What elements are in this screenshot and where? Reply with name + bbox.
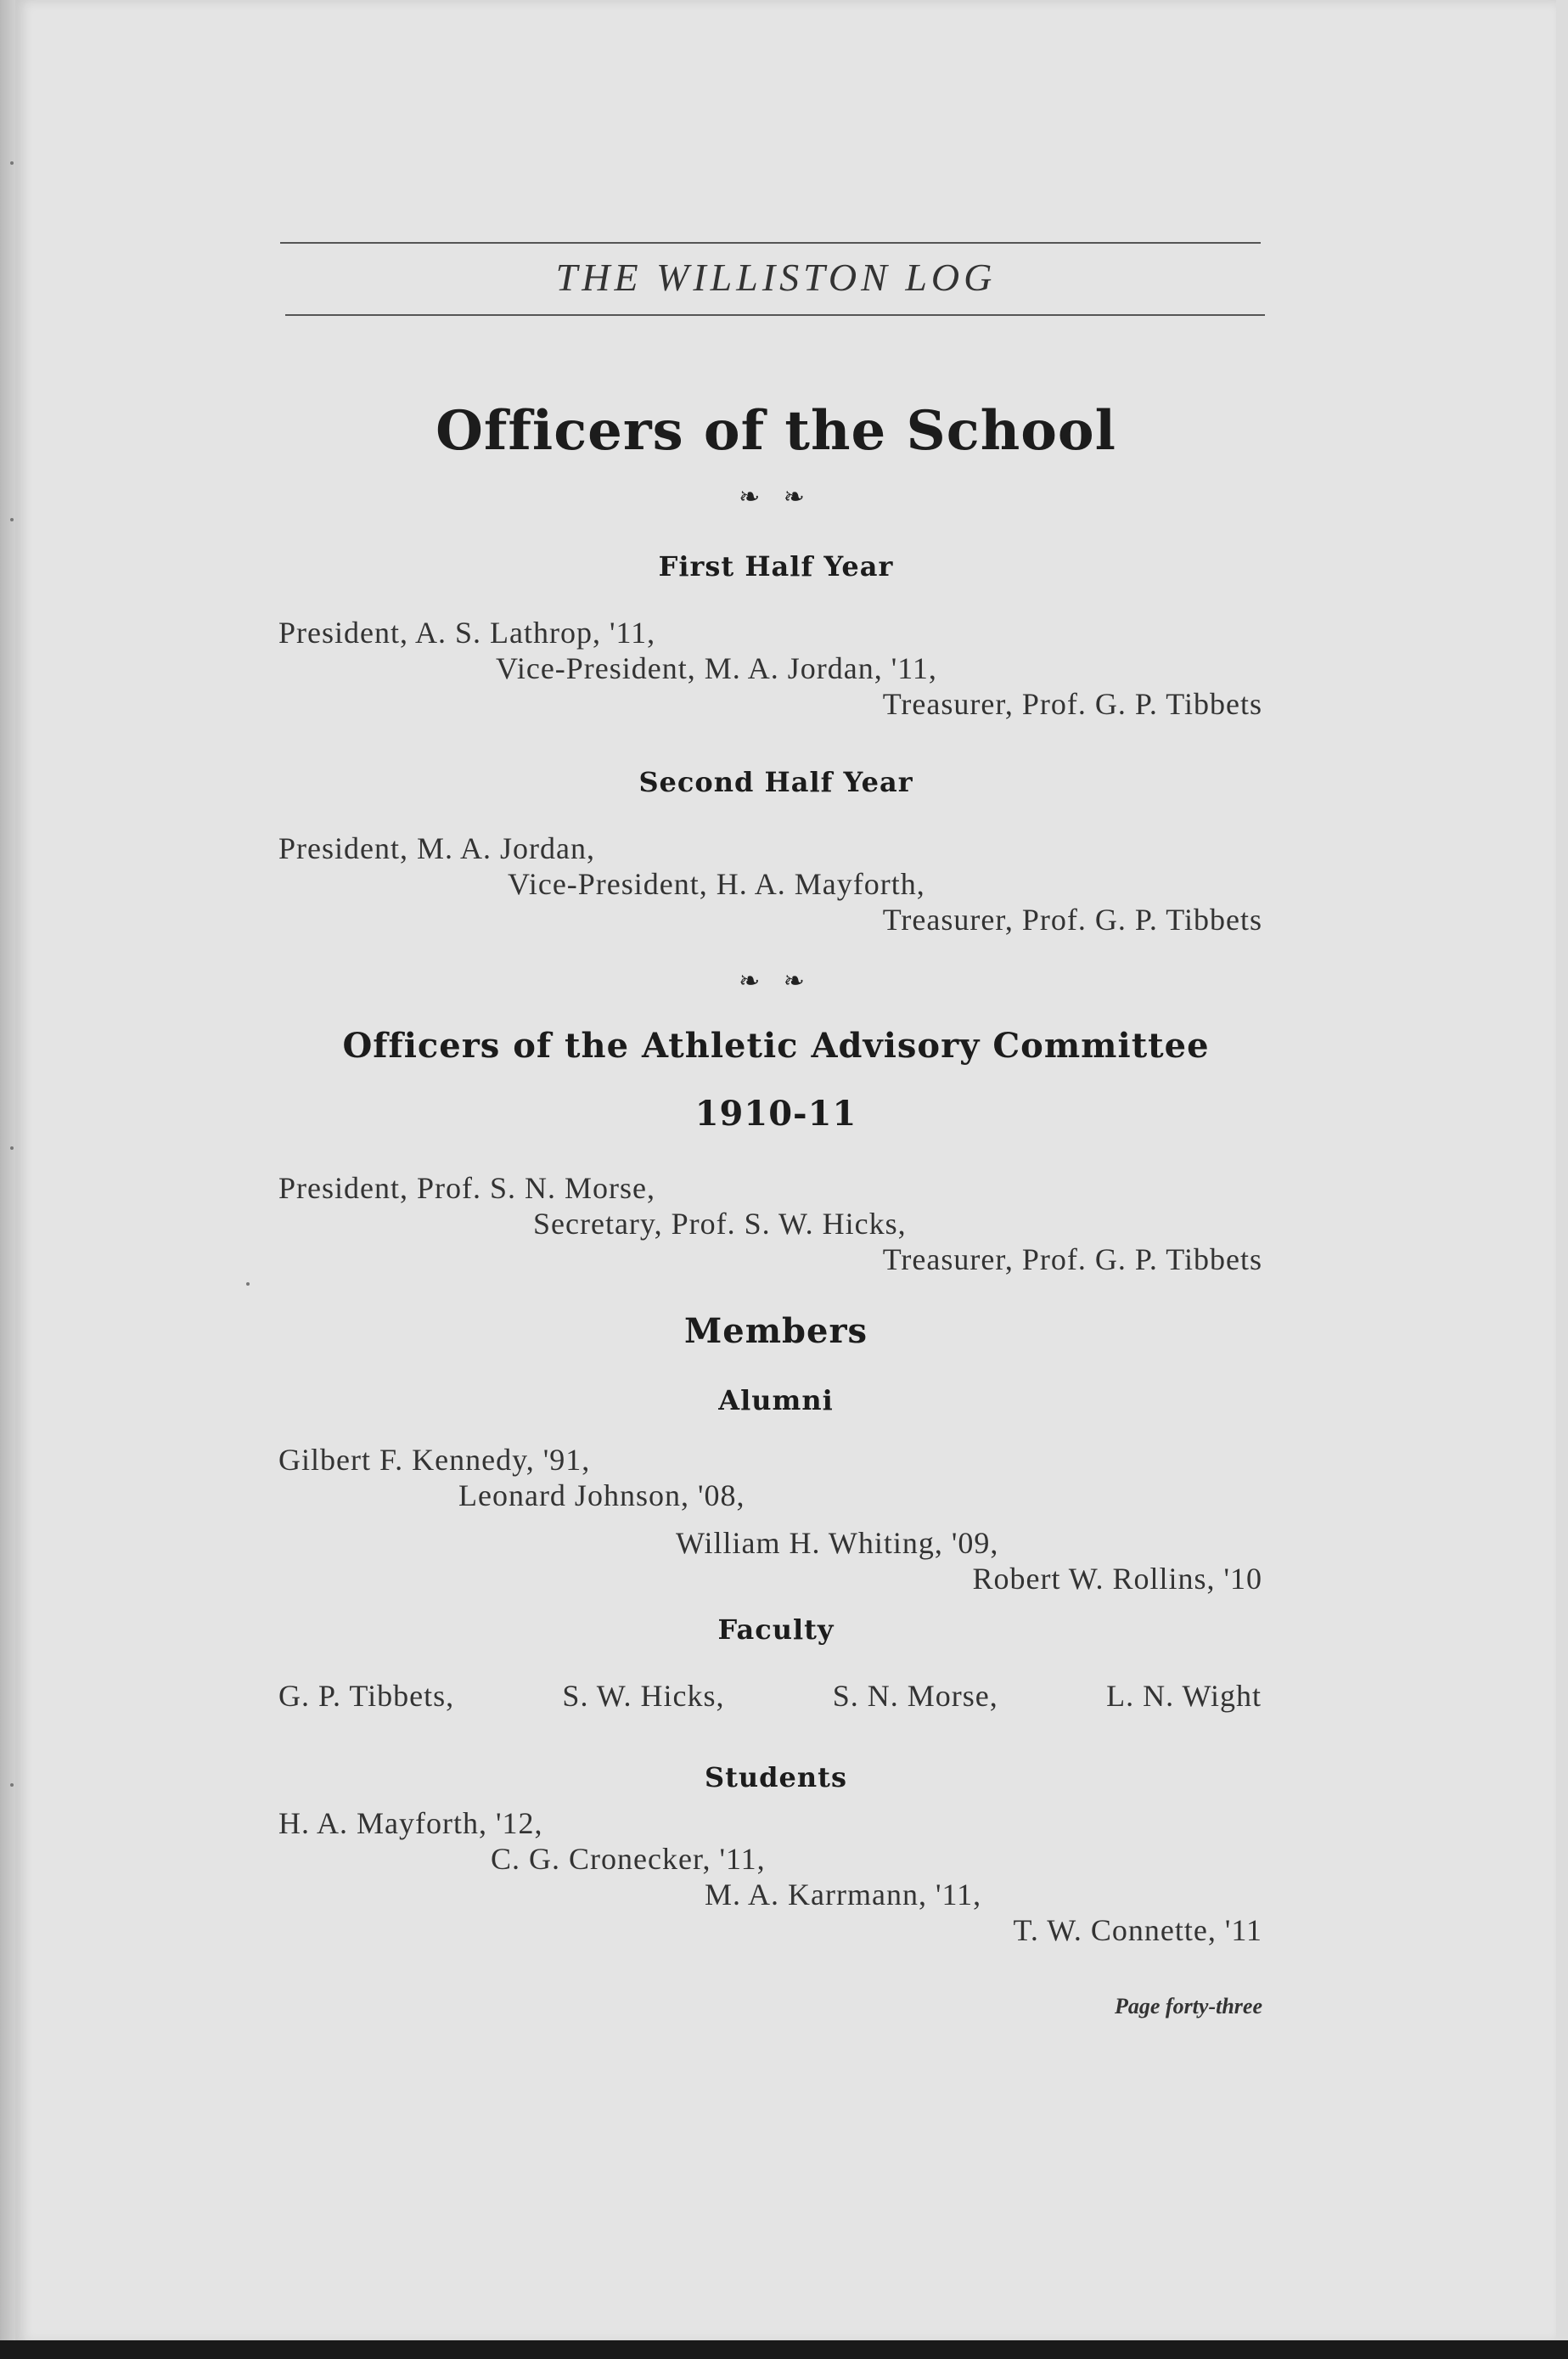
first-half-treasurer: Treasurer, Prof. G. P. Tibbets — [882, 687, 1262, 721]
running-head: THE WILLISTON LOG — [555, 256, 997, 299]
alumni-heading: Alumni — [718, 1384, 834, 1416]
alumni-name: Leonard Johnson, '08, — [458, 1478, 745, 1512]
student-name: H. A. Mayforth, '12, — [278, 1806, 543, 1840]
first-half-heading: First Half Year — [658, 550, 894, 583]
student-name: C. G. Cronecker, '11, — [491, 1842, 766, 1876]
second-half-heading: Second Half Year — [638, 766, 913, 798]
students-heading: Students — [705, 1761, 847, 1793]
athletic-treasurer: Treasurer, Prof. G. P. Tibbets — [882, 1242, 1262, 1276]
header-top-rule — [280, 242, 1261, 244]
book-page — [15, 0, 1556, 2344]
student-name: M. A. Karrmann, '11, — [705, 1878, 982, 1911]
header-bottom-rule — [285, 314, 1265, 316]
ornament-1: ❧ ❧ — [739, 483, 813, 511]
members-title: Members — [683, 1311, 868, 1351]
athletic-committee-year: 1910-11 — [694, 1094, 857, 1134]
second-half-vice-president: Vice-President, H. A. Mayforth, — [508, 867, 925, 901]
athletic-secretary: Secretary, Prof. S. W. Hicks, — [533, 1207, 907, 1241]
athletic-committee-title: Officers of the Athletic Advisory Committee — [342, 1026, 1210, 1066]
first-half-president: President, A. S. Lathrop, '11, — [278, 616, 656, 650]
paper-speck — [10, 1783, 14, 1787]
school-officers-title: Officers of the School — [436, 399, 1116, 463]
scan-bottom-edge — [0, 2340, 1568, 2359]
student-name: T. W. Connette, '11 — [1013, 1913, 1262, 1947]
athletic-president: President, Prof. S. N. Morse, — [278, 1171, 655, 1205]
faculty-name: L. N. Wight — [1106, 1679, 1262, 1713]
faculty-heading: Faculty — [717, 1613, 835, 1646]
paper-speck — [246, 1282, 250, 1286]
second-half-treasurer: Treasurer, Prof. G. P. Tibbets — [882, 903, 1262, 937]
second-half-president: President, M. A. Jordan, — [278, 831, 595, 865]
ornament-2: ❧ ❧ — [739, 967, 813, 995]
faculty-list — [278, 1678, 1262, 1714]
first-half-vice-president: Vice-President, M. A. Jordan, '11, — [496, 651, 937, 685]
paper-speck — [10, 518, 14, 521]
faculty-name: G. P. Tibbets, — [278, 1679, 455, 1713]
page-number: Page forty-three — [1114, 1994, 1262, 2018]
alumni-name: Gilbert F. Kennedy, '91, — [278, 1443, 591, 1477]
paper-speck — [10, 161, 14, 165]
alumni-name: William H. Whiting, '09, — [676, 1526, 999, 1560]
faculty-name: S. N. Morse, — [832, 1679, 998, 1713]
alumni-name: Robert W. Rollins, '10 — [972, 1562, 1262, 1596]
paper-speck — [10, 1146, 14, 1150]
faculty-name: S. W. Hicks, — [562, 1679, 725, 1713]
